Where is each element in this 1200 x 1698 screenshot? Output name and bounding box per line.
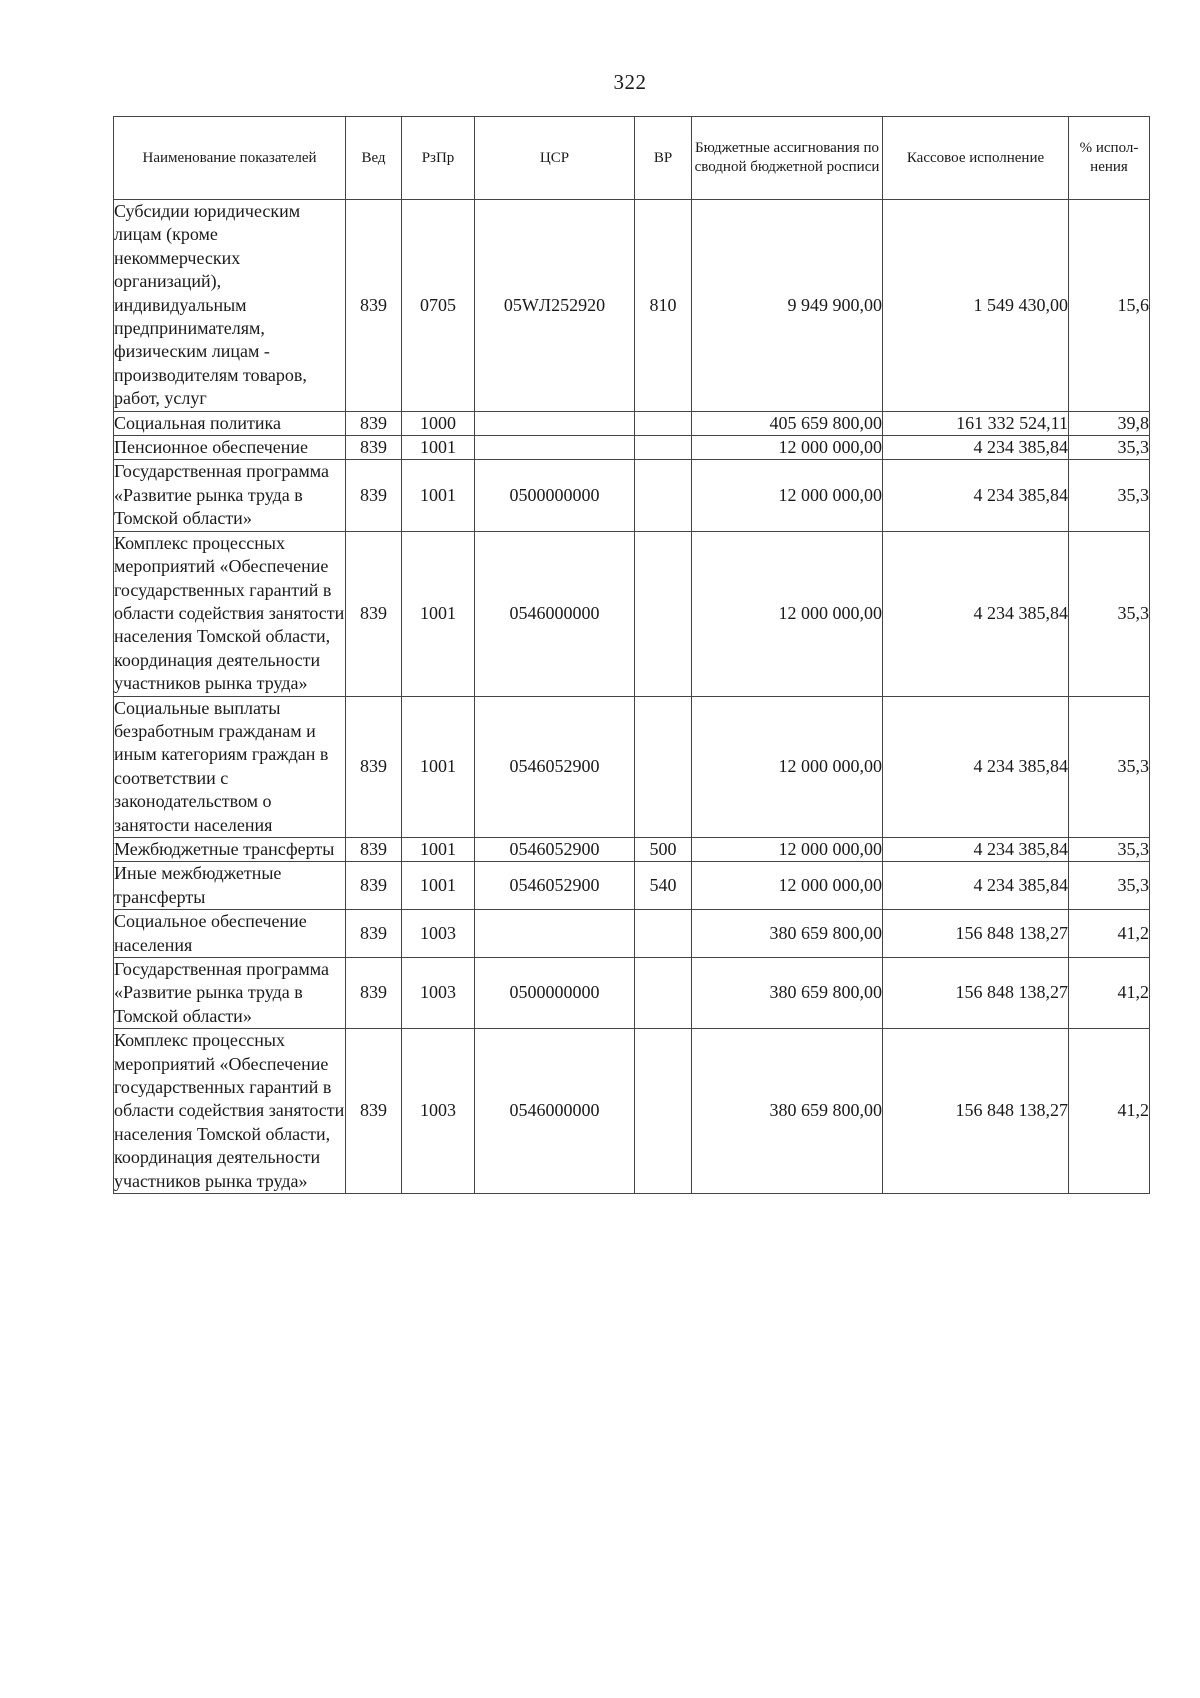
cell-cash: 156 848 138,27 <box>883 958 1069 1029</box>
cell-vr <box>635 958 692 1029</box>
cell-csr: 0546052900 <box>475 696 635 837</box>
cell-name: Иные межбюджетные трансферты <box>114 862 346 910</box>
cell-rzpr: 0705 <box>402 200 475 412</box>
cell-budget: 380 659 800,00 <box>692 910 883 958</box>
cell-ved: 839 <box>346 837 402 861</box>
cell-csr: 0546000000 <box>475 1029 635 1194</box>
cell-name: Субсидии юридическим лицам (кроме некоммерческих организаций), индивидуальным предпринимателям, физическим лицам - производителям товаров, работ, услуг <box>114 200 346 412</box>
cell-cash: 1 549 430,00 <box>883 200 1069 412</box>
cell-percent: 41,2 <box>1069 910 1150 958</box>
cell-csr: 0500000000 <box>475 958 635 1029</box>
cell-rzpr: 1000 <box>402 411 475 435</box>
table-row <box>114 460 1150 531</box>
cell-csr: 05WЛ252920 <box>475 200 635 412</box>
cell-rzpr: 1003 <box>402 910 475 958</box>
cell-ved: 839 <box>346 910 402 958</box>
header-row <box>114 117 1150 200</box>
cell-name: Социальное обеспечение населения <box>114 910 346 958</box>
table-row <box>114 531 1150 696</box>
cell-vr <box>635 1029 692 1194</box>
cell-csr: 0500000000 <box>475 460 635 531</box>
table-row <box>114 1029 1150 1194</box>
cell-percent: 39,8 <box>1069 411 1150 435</box>
cell-csr: 0546052900 <box>475 862 635 910</box>
header-name: Наименование показателей <box>114 117 346 200</box>
cell-cash: 4 234 385,84 <box>883 696 1069 837</box>
cell-percent: 35,3 <box>1069 837 1150 861</box>
cell-vr <box>635 531 692 696</box>
cell-name: Межбюджетные трансферты <box>114 837 346 861</box>
cell-vr: 500 <box>635 837 692 861</box>
cell-rzpr: 1001 <box>402 696 475 837</box>
cell-name: Пенсионное обеспечение <box>114 436 346 460</box>
cell-budget: 12 000 000,00 <box>692 862 883 910</box>
cell-cash: 156 848 138,27 <box>883 1029 1069 1194</box>
cell-percent: 41,2 <box>1069 1029 1150 1194</box>
cell-rzpr: 1003 <box>402 1029 475 1194</box>
cell-rzpr: 1001 <box>402 460 475 531</box>
cell-budget: 12 000 000,00 <box>692 436 883 460</box>
cell-csr: 0546052900 <box>475 837 635 861</box>
cell-budget: 380 659 800,00 <box>692 958 883 1029</box>
cell-budget: 380 659 800,00 <box>692 1029 883 1194</box>
cell-ved: 839 <box>346 460 402 531</box>
cell-cash: 4 234 385,84 <box>883 460 1069 531</box>
cell-budget: 12 000 000,00 <box>692 531 883 696</box>
cell-ved: 839 <box>346 411 402 435</box>
page-number: 322 <box>613 70 647 94</box>
table-row <box>114 837 1150 861</box>
cell-percent: 35,3 <box>1069 696 1150 837</box>
cell-percent: 35,3 <box>1069 460 1150 531</box>
cell-name: Комплекс процессных мероприятий «Обеспечение государственных гарантий в области содействия занятости населения Томской области, координация деятельности участников рынка труда» <box>114 531 346 696</box>
header-budget: Бюджетные ассигнования по сводной бюджетной росписи <box>692 117 883 200</box>
cell-percent: 41,2 <box>1069 958 1150 1029</box>
cell-budget: 12 000 000,00 <box>692 837 883 861</box>
table-body <box>114 200 1150 1194</box>
cell-ved: 839 <box>346 1029 402 1194</box>
table-row <box>114 696 1150 837</box>
table-row <box>114 436 1150 460</box>
table-row <box>114 958 1150 1029</box>
table-row <box>114 411 1150 435</box>
cell-name: Комплекс процессных мероприятий «Обеспечение государственных гарантий в области содействия занятости населения Томской области, координация деятельности участников рынка труда» <box>114 1029 346 1194</box>
cell-vr: 810 <box>635 200 692 412</box>
cell-vr <box>635 696 692 837</box>
cell-ved: 839 <box>346 696 402 837</box>
cell-cash: 4 234 385,84 <box>883 436 1069 460</box>
header-csr: ЦСР <box>475 117 635 200</box>
cell-ved: 839 <box>346 200 402 412</box>
budget-execution-table <box>113 116 1150 1194</box>
cell-rzpr: 1001 <box>402 862 475 910</box>
cell-csr <box>475 411 635 435</box>
cell-vr <box>635 411 692 435</box>
cell-csr <box>475 436 635 460</box>
cell-rzpr: 1003 <box>402 958 475 1029</box>
cell-budget: 405 659 800,00 <box>692 411 883 435</box>
header-cash: Кассовое исполнение <box>883 117 1069 200</box>
cell-rzpr: 1001 <box>402 531 475 696</box>
header-vr: ВР <box>635 117 692 200</box>
cell-budget: 9 949 900,00 <box>692 200 883 412</box>
cell-cash: 4 234 385,84 <box>883 837 1069 861</box>
cell-name: Государственная программа «Развитие рынка труда в Томской области» <box>114 958 346 1029</box>
cell-ved: 839 <box>346 958 402 1029</box>
cell-name: Социальная политика <box>114 411 346 435</box>
cell-ved: 839 <box>346 436 402 460</box>
header-rzpr: РзПр <box>402 117 475 200</box>
table-row <box>114 862 1150 910</box>
cell-csr <box>475 910 635 958</box>
cell-ved: 839 <box>346 531 402 696</box>
cell-budget: 12 000 000,00 <box>692 460 883 531</box>
cell-vr <box>635 460 692 531</box>
cell-vr <box>635 910 692 958</box>
cell-cash: 161 332 524,11 <box>883 411 1069 435</box>
cell-percent: 35,3 <box>1069 436 1150 460</box>
cell-cash: 4 234 385,84 <box>883 862 1069 910</box>
table-row <box>114 200 1150 412</box>
cell-vr: 540 <box>635 862 692 910</box>
cell-rzpr: 1001 <box>402 837 475 861</box>
cell-rzpr: 1001 <box>402 436 475 460</box>
cell-cash: 4 234 385,84 <box>883 531 1069 696</box>
cell-ved: 839 <box>346 862 402 910</box>
cell-percent: 35,3 <box>1069 862 1150 910</box>
cell-name: Государственная программа «Развитие рынка труда в Томской области» <box>114 460 346 531</box>
cell-percent: 35,3 <box>1069 531 1150 696</box>
header-ved: Вед <box>346 117 402 200</box>
table-row <box>114 910 1150 958</box>
cell-budget: 12 000 000,00 <box>692 696 883 837</box>
cell-cash: 156 848 138,27 <box>883 910 1069 958</box>
cell-csr: 0546000000 <box>475 531 635 696</box>
cell-percent: 15,6 <box>1069 200 1150 412</box>
cell-vr <box>635 436 692 460</box>
table-header <box>114 117 1150 200</box>
cell-name: Социальные выплаты безработным гражданам и иным категориям граждан в соответствии с законодательством о занятости населения <box>114 696 346 837</box>
header-percent: % испол-нения <box>1069 117 1150 200</box>
